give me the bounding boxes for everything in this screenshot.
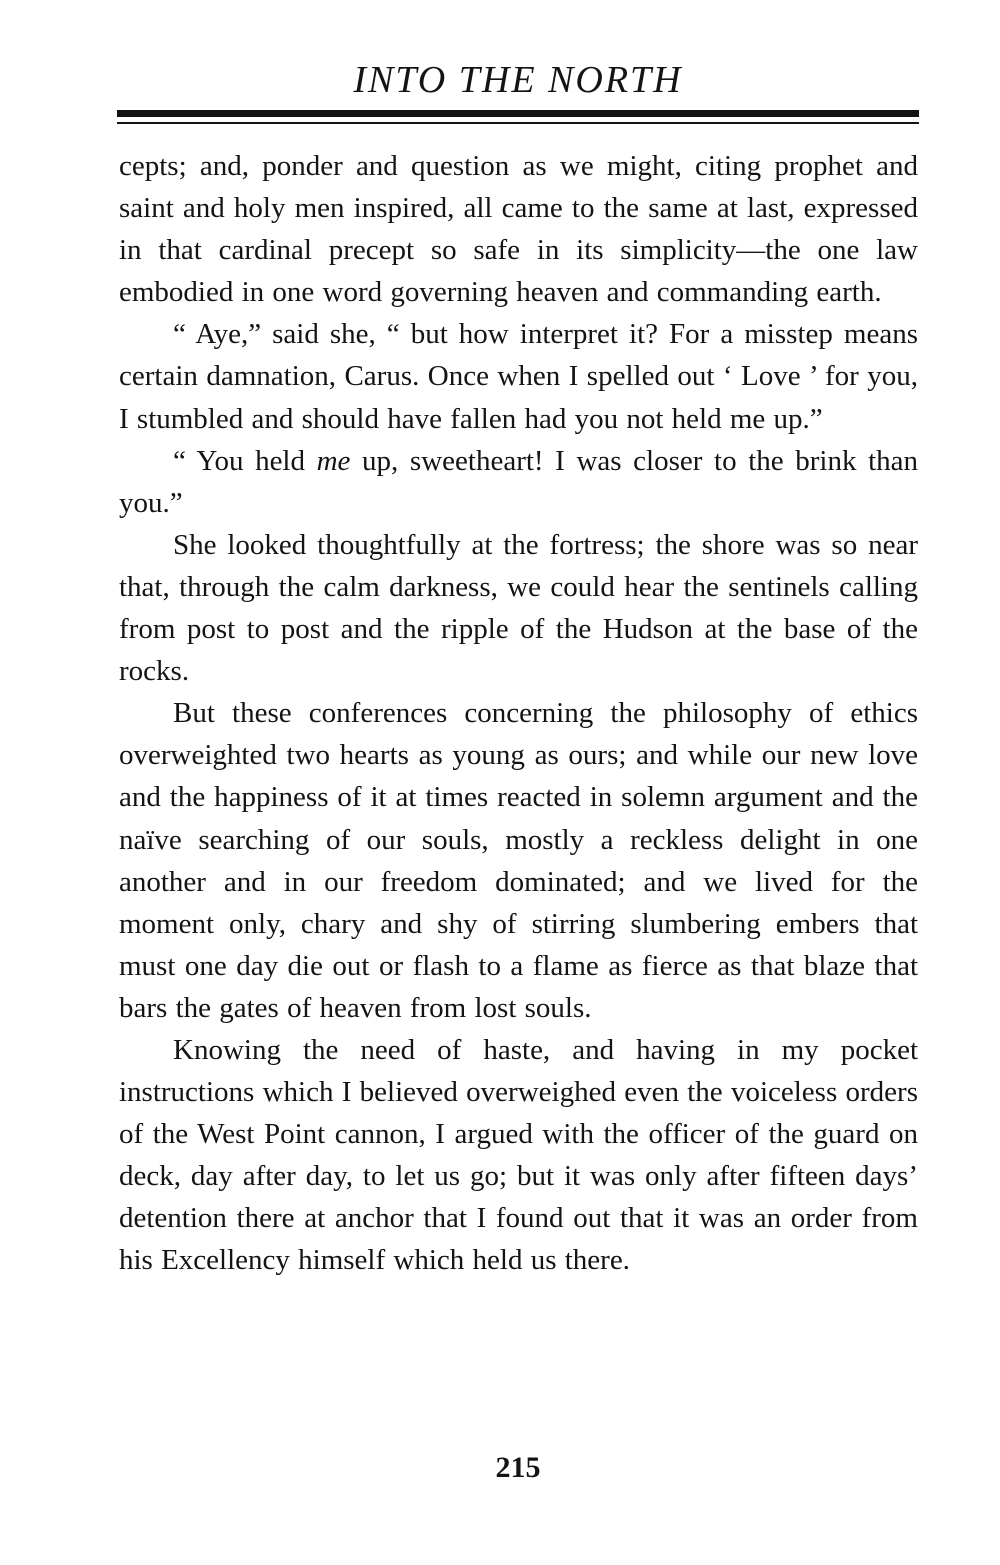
paragraph-3 (119, 440, 918, 524)
page-number: 215 (495, 1451, 541, 1484)
paragraph-3-after: up, sweetheart! I was closer to the brink than you.” (119, 444, 918, 519)
header-rule-thick (117, 110, 919, 117)
body-text (119, 145, 918, 1282)
paragraph-3-before: “ You held (173, 444, 317, 477)
paragraph-6: Knowing the need of haste, and having in my pocket instructions which I believed overweighed even the voiceless orders of the West Point cannon, I argued with the officer of the guard on deck, day after day, to let us go; but it was only after fifteen days’ detention there at anchor that I found out that it was an order from his Excellency himself which held us there. (119, 1033, 918, 1277)
running-head: INTO THE NORTH (353, 59, 683, 101)
paragraph-2: “ Aye,” said she, “ but how interpret it? For a misstep means certain damnation, Carus. Once when I spelled out ‘ Love ’ for you, I stumbled and should have fallen had you not held me up.” (119, 318, 918, 435)
paragraph-5: But these conferences concerning the philosophy of ethics overweighted two hearts as young as ours; and while our new love and the happiness of it at times reacted in solemn argument and the naïve searching of our souls, mostly a reckless delight in one another and in our freedom dominated; and we lived for the moment only, chary and shy of stirring slumbering embers that must one day die out or flash to a flame as fierce as that blaze that bars the gates of heaven from lost souls. (119, 697, 918, 1024)
header-rule-thin (117, 122, 919, 124)
paragraph-1: cepts; and, ponder and question as we might, citing prophet and saint and holy men inspired, all came to the same at last, expressed in that cardinal precept so safe in its simplicity—the one law embodied in one word governing heaven and commanding earth. (119, 150, 918, 309)
paragraph-4: She looked thoughtfully at the fortress; the shore was so near that, through the calm darkness, we could hear the sentinels calling from post to post and the ripple of the Hudson at the base of the rocks. (119, 528, 918, 688)
italic-emphasis: me (316, 444, 351, 477)
